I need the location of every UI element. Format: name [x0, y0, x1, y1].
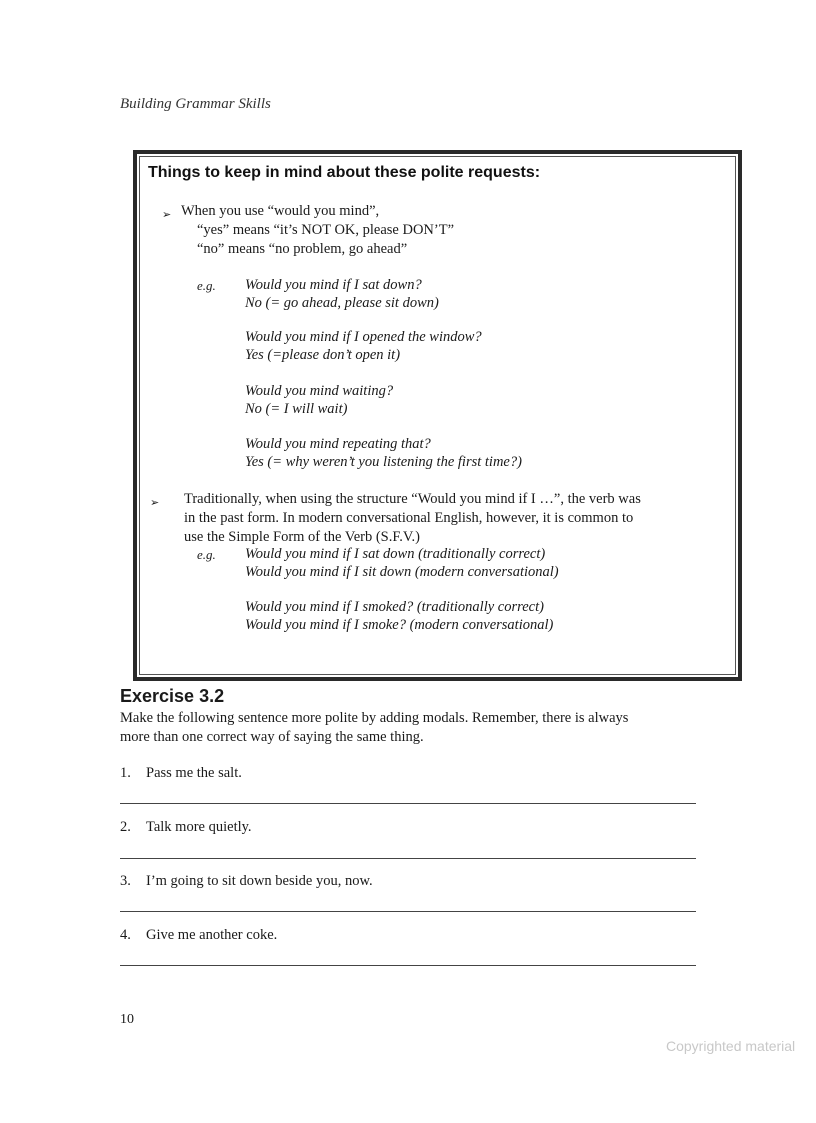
example-modern: Would you mind if I smoke? (modern conversational) — [245, 617, 554, 633]
exercise-item-number: 2. — [120, 819, 131, 835]
example-answer: No (= I will wait) — [245, 401, 348, 417]
exercise-item-number: 3. — [120, 873, 131, 889]
eg-label: e.g. — [197, 278, 216, 293]
answer-line[interactable] — [120, 803, 696, 804]
tip-box-title: Things to keep in mind about these polite requests: — [148, 164, 541, 181]
running-head: Building Grammar Skills — [120, 96, 271, 112]
example-modern: Would you mind if I sit down (modern conversational) — [245, 564, 559, 580]
exercise-instructions: more than one correct way of saying the same thing. — [120, 729, 424, 745]
exercise-item-text: Talk more quietly. — [146, 819, 252, 835]
example-question: Would you mind waiting? — [245, 383, 394, 399]
copyright-watermark: Copyrighted material — [666, 1038, 796, 1054]
example-question: Would you mind repeating that? — [245, 436, 431, 452]
exercise-item-number: 1. — [120, 765, 131, 781]
point1-line: “no” means “no problem, go ahead” — [197, 241, 408, 257]
example-traditional: Would you mind if I smoked? (traditionally correct) — [245, 599, 544, 615]
example-answer: Yes (=please don’t open it) — [245, 347, 401, 363]
example-question: Would you mind if I opened the window? — [245, 329, 482, 345]
eg-label: e.g. — [197, 547, 216, 562]
exercise-item-text: I’m going to sit down beside you, now. — [146, 873, 373, 889]
page-number: 10 — [120, 1012, 134, 1027]
bullet-arrow-icon: ➢ — [150, 497, 160, 509]
example-question: Would you mind if I sat down? — [245, 277, 422, 293]
exercise-item-number: 4. — [120, 927, 131, 943]
exercise-item-text: Pass me the salt. — [146, 765, 242, 781]
exercise-instructions: Make the following sentence more polite by adding modals. Remember, there is always — [120, 710, 629, 726]
point2-line: Traditionally, when using the structure “Would you mind if I …”, the verb was — [184, 491, 641, 507]
answer-line[interactable] — [120, 911, 696, 912]
point2-line: in the past form. In modern conversational English, however, it is common to — [184, 510, 634, 526]
example-traditional: Would you mind if I sat down (traditionally correct) — [245, 546, 546, 562]
bullet-arrow-icon: ➢ — [162, 209, 172, 221]
point2-line: use the Simple Form of the Verb (S.F.V.) — [184, 529, 420, 545]
exercise-item-text: Give me another coke. — [146, 927, 278, 943]
answer-line[interactable] — [120, 858, 696, 859]
example-answer: No (= go ahead, please sit down) — [245, 295, 439, 311]
example-answer: Yes (= why weren’t you listening the first time?) — [245, 454, 522, 470]
point1-line: “yes” means “it’s NOT OK, please DON’T” — [197, 222, 455, 238]
answer-line[interactable] — [120, 965, 696, 966]
exercise-title: Exercise 3.2 — [120, 686, 225, 706]
point1-line: When you use “would you mind”, — [181, 203, 380, 219]
